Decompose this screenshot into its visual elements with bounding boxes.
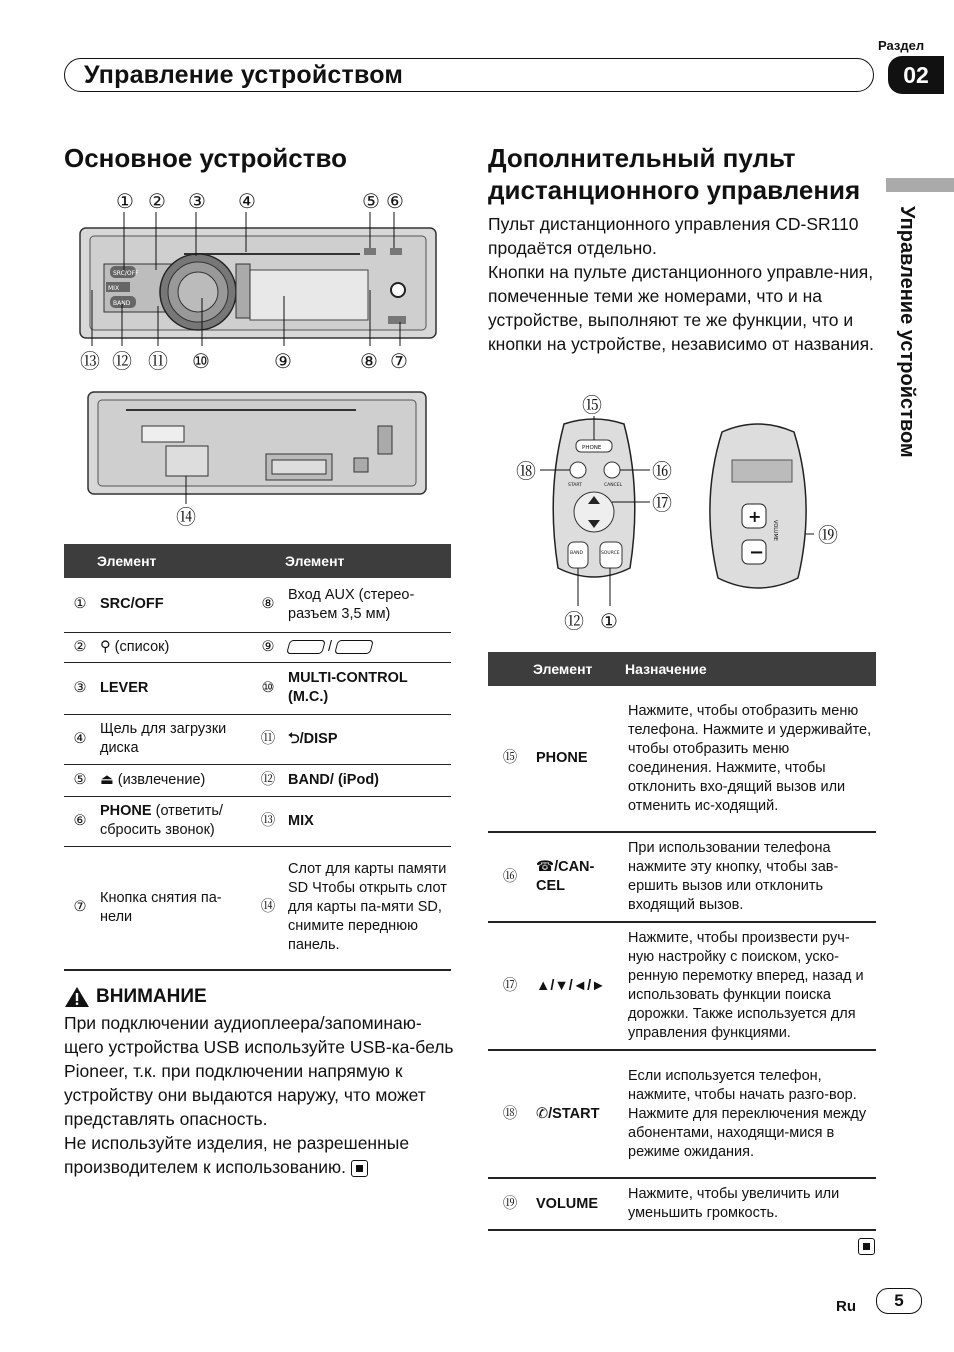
remote-table [488, 652, 876, 1231]
phone-hangup-icon: ☎ [536, 859, 555, 875]
callout-15: ⑮ [582, 393, 602, 417]
plus-icon: + [748, 507, 762, 526]
remote-description: Пульт дистанционного управления CD-SR110 продаётся отдельно. Кнопки на пульте дистанционного управле-ния, помеченные теми же номерами, что и на устройстве, выполняют те же функции, что и кнопки на устройстве, независимо от названия. [488, 214, 875, 354]
callout-6: ⑥ [386, 189, 404, 213]
col-header-element: Элемент [532, 652, 624, 686]
table-row: ⑰ ▲/▼/◄/► Нажмите, чтобы произвести руч-ную настройку с поиском, уско-ренную перемотку вперед, назад и использовать функции поиска дорожки. Также используется для управления функциями. [488, 922, 876, 1050]
callout-18: ⑱ [516, 459, 536, 483]
callout-17: ⑰ [652, 491, 672, 515]
col-header-element-1: Элемент [96, 544, 252, 578]
callout-12-remote: ⑫ [564, 609, 584, 633]
page-title: Управление устройством [84, 61, 404, 89]
table-row: ③ LEVER ⑩ MULTI-CONTROL (M.C.) [64, 662, 451, 714]
end-mark-icon [351, 1160, 368, 1177]
callout-4: ④ [238, 189, 256, 213]
table-row: ⑦ Кнопка снятия па-нели ⑭ Слот для карты памяти SD Чтобы открыть слот для карты па-мяти SD, снимите переднюю панель. [64, 846, 451, 970]
end-mark [858, 1238, 875, 1256]
callout-1: ① [116, 189, 134, 213]
remote-diagram [512, 392, 852, 636]
main-unit-front-diagram [64, 186, 454, 376]
page-number: 5 [876, 1288, 922, 1314]
table-row: ④ Щель для загрузки диска ⑪ ⮌/DISP [64, 714, 451, 764]
col-header-element-2: Элемент [284, 544, 451, 578]
band-remote-label: BAND [570, 551, 583, 556]
src-label: SRC/OFF [113, 270, 139, 277]
eject-icon: ⏏ [100, 771, 118, 788]
caution-heading: ВНИМАНИЕ [64, 986, 207, 1008]
callout-7: ⑦ [390, 349, 408, 373]
callout-10: ⑩ [192, 349, 210, 373]
caution-text: При подключении аудиоплеера/запоминаю-щего устройства USB используйте USB-ка-бель Pioneer, т.к. при подключении напрямую к устройству они выдаются наружу, что может представлять опасность. Не используйте изделия, не разрешенные производителем к использованию. [64, 1013, 454, 1177]
language-label: Ru [836, 1298, 856, 1315]
search-icon: ⚲ [100, 638, 115, 655]
phone-button-label: PHONE [582, 445, 602, 451]
main-unit-table [64, 544, 451, 971]
prev-button-icon [286, 640, 326, 654]
end-mark-icon [858, 1238, 875, 1255]
callout-5: ⑤ [362, 189, 380, 213]
col-header-purpose: Назначение [624, 652, 876, 686]
table-row: ⑤ ⏏ (извлечение) ⑫ BAND/ (iPod) [64, 764, 451, 796]
callout-14: ⑭ [176, 505, 196, 529]
callout-1-remote: ① [600, 609, 618, 633]
callouts-top [116, 189, 404, 213]
warning-icon [64, 986, 90, 1008]
mix-label: MIX [108, 285, 120, 292]
callout-12: ⑫ [112, 349, 132, 373]
phone-start-icon: ✆ [536, 1105, 549, 1122]
table-row: ⑥ PHONE (ответить/ сбросить звонок) ⑬ MIX [64, 796, 451, 846]
next-button-icon [334, 640, 374, 654]
callout-16: ⑯ [652, 459, 672, 483]
table-row: ⑮ PHONE Нажмите, чтобы отобразить меню телефона. Нажмите и удерживайте, чтобы отобразить меню соединения. Нажмите, чтобы отклонить вхо-дящий вызов или отменить ис-ходящий. [488, 686, 876, 832]
main-unit-back-diagram [86, 388, 430, 530]
table-row: ⑲ VOLUME Нажмите, чтобы увеличить или уменьшить громкость. [488, 1178, 876, 1230]
back-icon: ⮌ [288, 730, 300, 747]
callout-3: ③ [188, 189, 206, 213]
minus-icon: − [749, 542, 765, 563]
table-row: ⑯ ☎/CAN-CEL При использовании телефона нажмите эту кнопку, чтобы зав-ершить вызов или отклонить входящий вызов. [488, 832, 876, 922]
volume-label: VOLUME [772, 520, 778, 541]
callout-9: ⑨ [274, 349, 292, 373]
callout-11: ⑪ [148, 349, 168, 373]
table-row: ① SRC/OFF ⑧ Вход AUX (стерео-разъем 3,5 мм) [64, 578, 451, 632]
band-label: BAND [113, 300, 131, 307]
side-tab-marker [886, 178, 954, 192]
callouts-bottom [80, 349, 408, 373]
section-number-badge: 02 [888, 56, 944, 94]
table-row: ⑱ ✆/START Если используется телефон, нажмите, чтобы начать разго-вор. Нажмите для переключения между абонентами, находящи-мися в режиме ожидания. [488, 1050, 876, 1178]
callout-13: ⑬ [80, 349, 100, 373]
remote-heading: Дополнительный пульт дистанционного управления [488, 143, 861, 205]
section-label: Раздел [878, 38, 925, 53]
main-unit-heading: Основное устройство [64, 143, 347, 173]
callout-8: ⑧ [360, 349, 378, 373]
cancel-label: CANCEL [604, 483, 623, 488]
callout-19: ⑲ [818, 523, 838, 547]
table-row: ② ⚲ (список) ⑨ / [64, 632, 451, 662]
side-tab-text: Управление устройством [896, 206, 918, 458]
source-label: SOURCE [601, 551, 620, 556]
start-label: START [568, 483, 582, 488]
callout-2: ② [148, 189, 166, 213]
